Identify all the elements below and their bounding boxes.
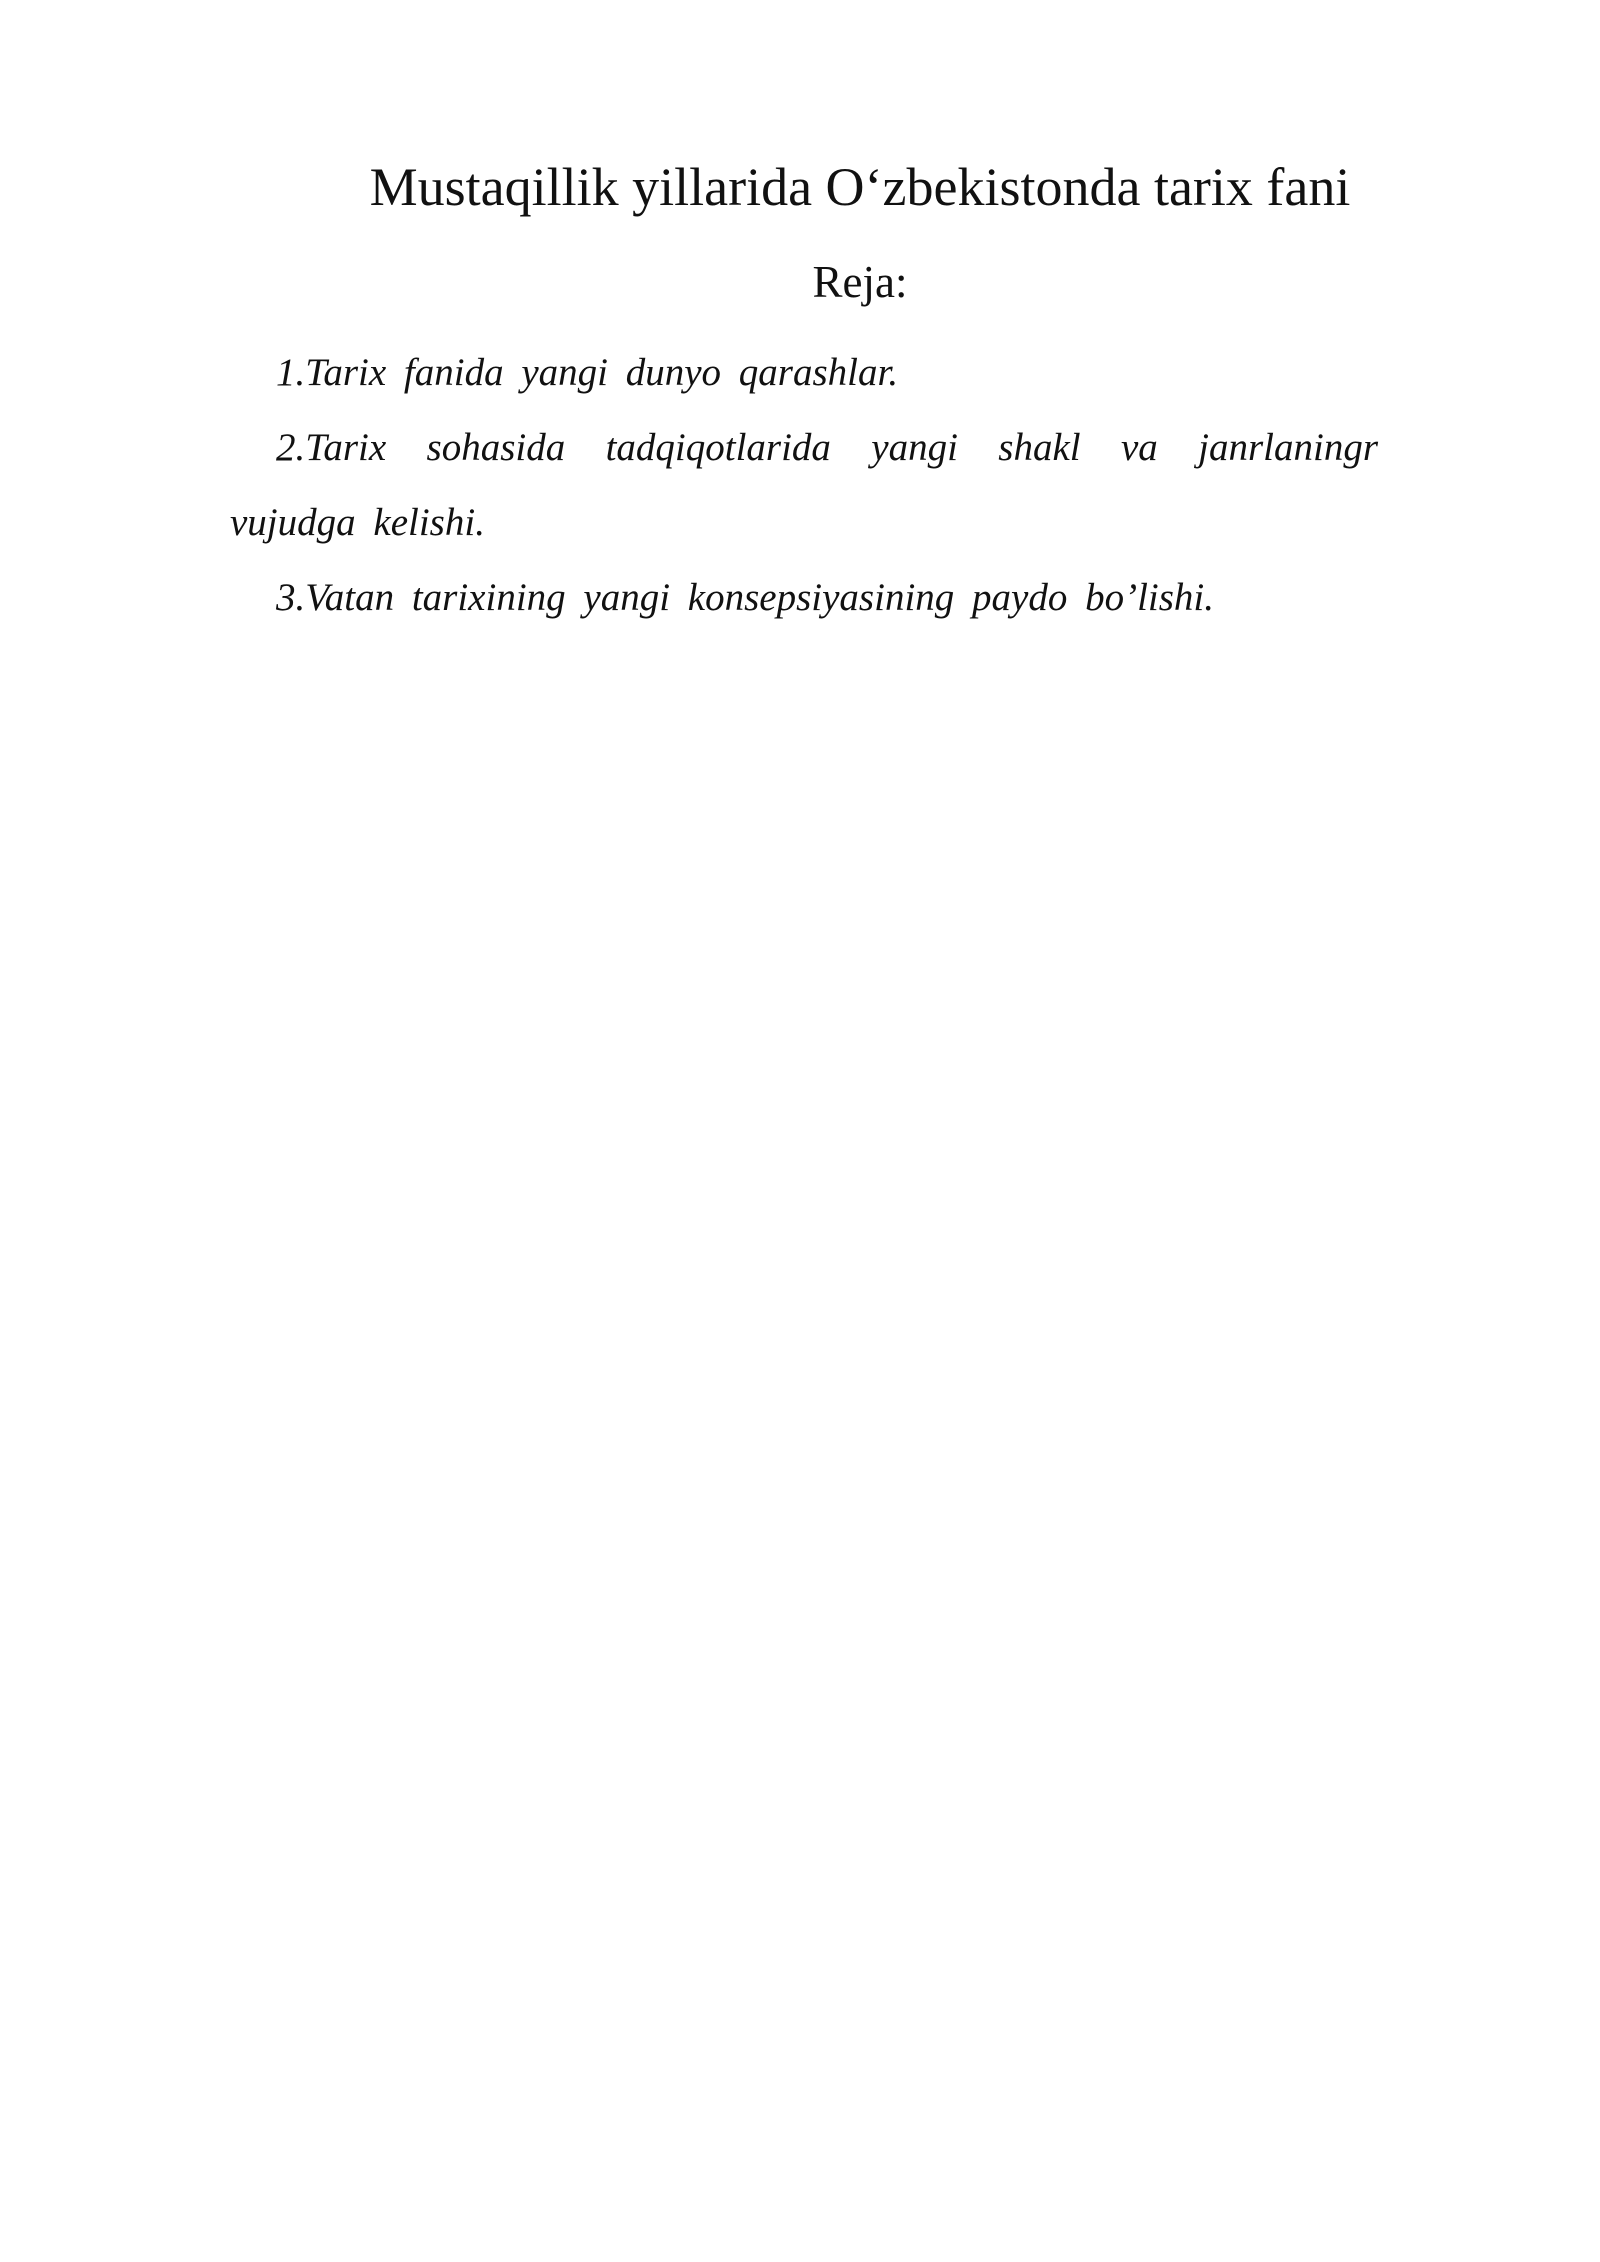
plan-heading: Reja: [812, 257, 908, 307]
document-title: Mustaqillik yillarida O‘zbekistonda tarix fani [369, 157, 1351, 217]
plan-item-2: 2.Tarix sohasida tadqiqotlarida yangi shakl va janrlaningr vujudga kelishi. [230, 426, 1378, 544]
plan-list [230, 335, 1378, 635]
plan-item-3: 3.Vatan tarixining yangi konsepsiyasining paydo bo’lishi. [276, 576, 1215, 619]
plan-item-1: 1.Tarix fanida yangi dunyo qarashlar. [276, 351, 899, 394]
